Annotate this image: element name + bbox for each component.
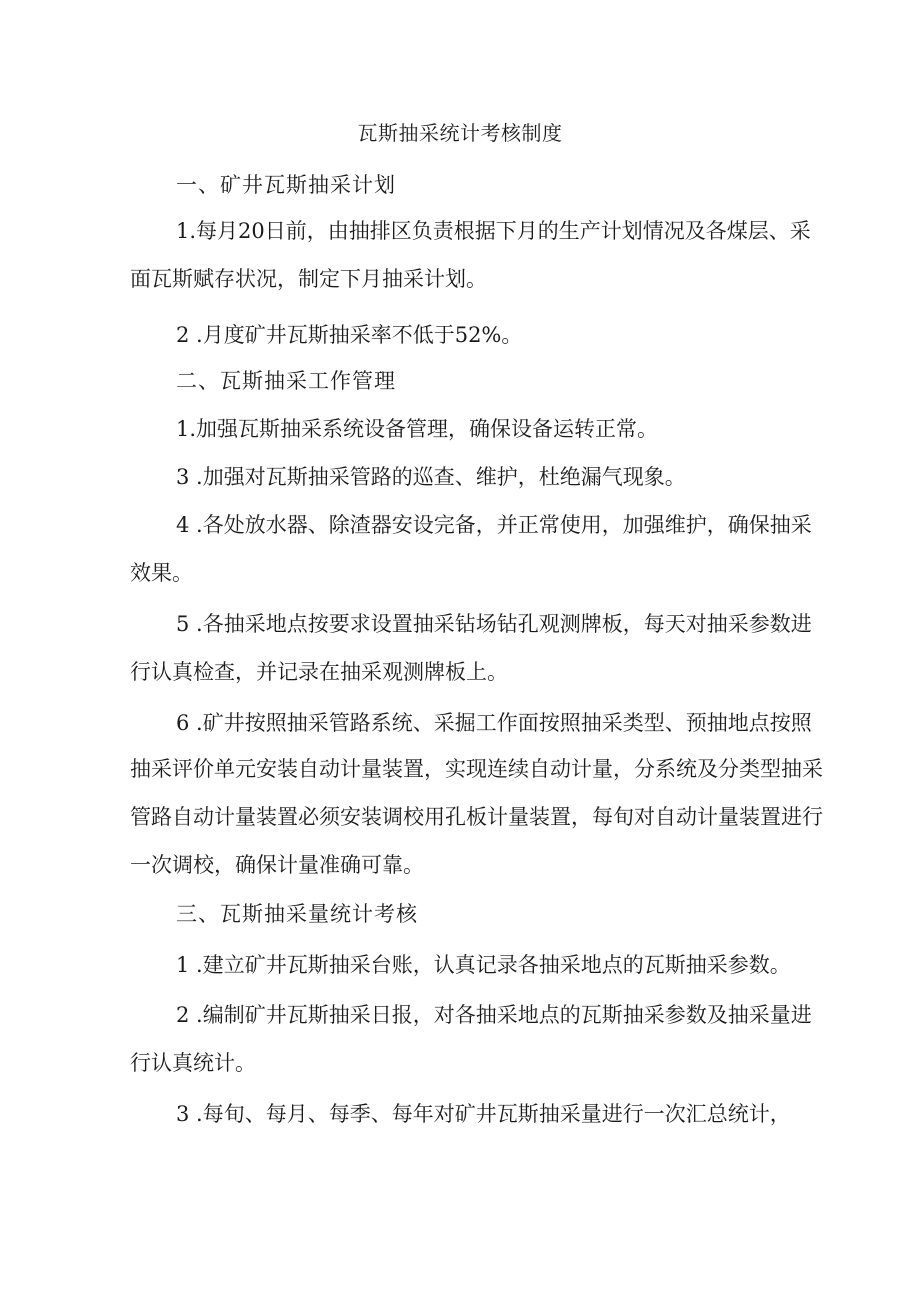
document-title: 瓦斯抽采统计考核制度 [357,121,563,145]
paragraph-line: 5 .各抽采地点按要求设置抽采钻场钻孔观测牌板，每天对抽采参数进 [176,612,812,636]
section-heading-3: 三、瓦斯抽采量统计考核 [176,902,418,926]
paragraph-line: 2 .月度矿井瓦斯抽采率不低于52%。 [176,323,523,347]
paragraph-line: 行认真统计。 [130,1051,256,1075]
section-heading-2: 二、瓦斯抽采工作管理 [176,369,396,393]
paragraph-line: 一次调校，确保计量准确可靠。 [130,853,424,877]
paragraph-line: 3 .加强对瓦斯抽采管路的巡查、维护，杜绝漏气现象。 [176,465,686,489]
paragraph-line: 4 .各处放水器、除渣器安设完备，并正常使用，加强维护，确保抽采 [176,513,812,537]
paragraph-line: 行认真检查，并记录在抽采观测牌板上。 [130,660,508,684]
paragraph-line: 2 .编制矿井瓦斯抽采日报，对各抽采地点的瓦斯抽采参数及抽采量进 [176,1003,812,1027]
paragraph-line: 1 .建立矿井瓦斯抽采台账，认真记录各抽采地点的瓦斯抽采参数。 [176,953,791,977]
paragraph-line: 面瓦斯赋存状况，制定下月抽采计划。 [130,267,487,291]
paragraph-line: 1.加强瓦斯抽采系统设备管理，确保设备运转正常。 [176,417,659,441]
section-heading-1: 一、矿井瓦斯抽采计划 [176,173,396,197]
paragraph-line: 效果。 [130,561,193,585]
paragraph-line: 6 .矿井按照抽采管路系统、采掘工作面按照抽采类型、预抽地点按照 [176,711,812,735]
paragraph-line: 管路自动计量装置必须安装调校用孔板计量装置，每旬对自动计量装置进行 [130,805,823,829]
paragraph-line: 抽采评价单元安装自动计量装置，实现连续自动计量，分系统及分类型抽采 [130,757,823,781]
paragraph-line: 1.每月20日前，由抽排区负责根据下月的生产计划情况及各煤层、采 [176,219,811,243]
paragraph-line: 3 .每旬、每月、每季、每年对矿井瓦斯抽采量进行一次汇总统计， [176,1102,791,1126]
